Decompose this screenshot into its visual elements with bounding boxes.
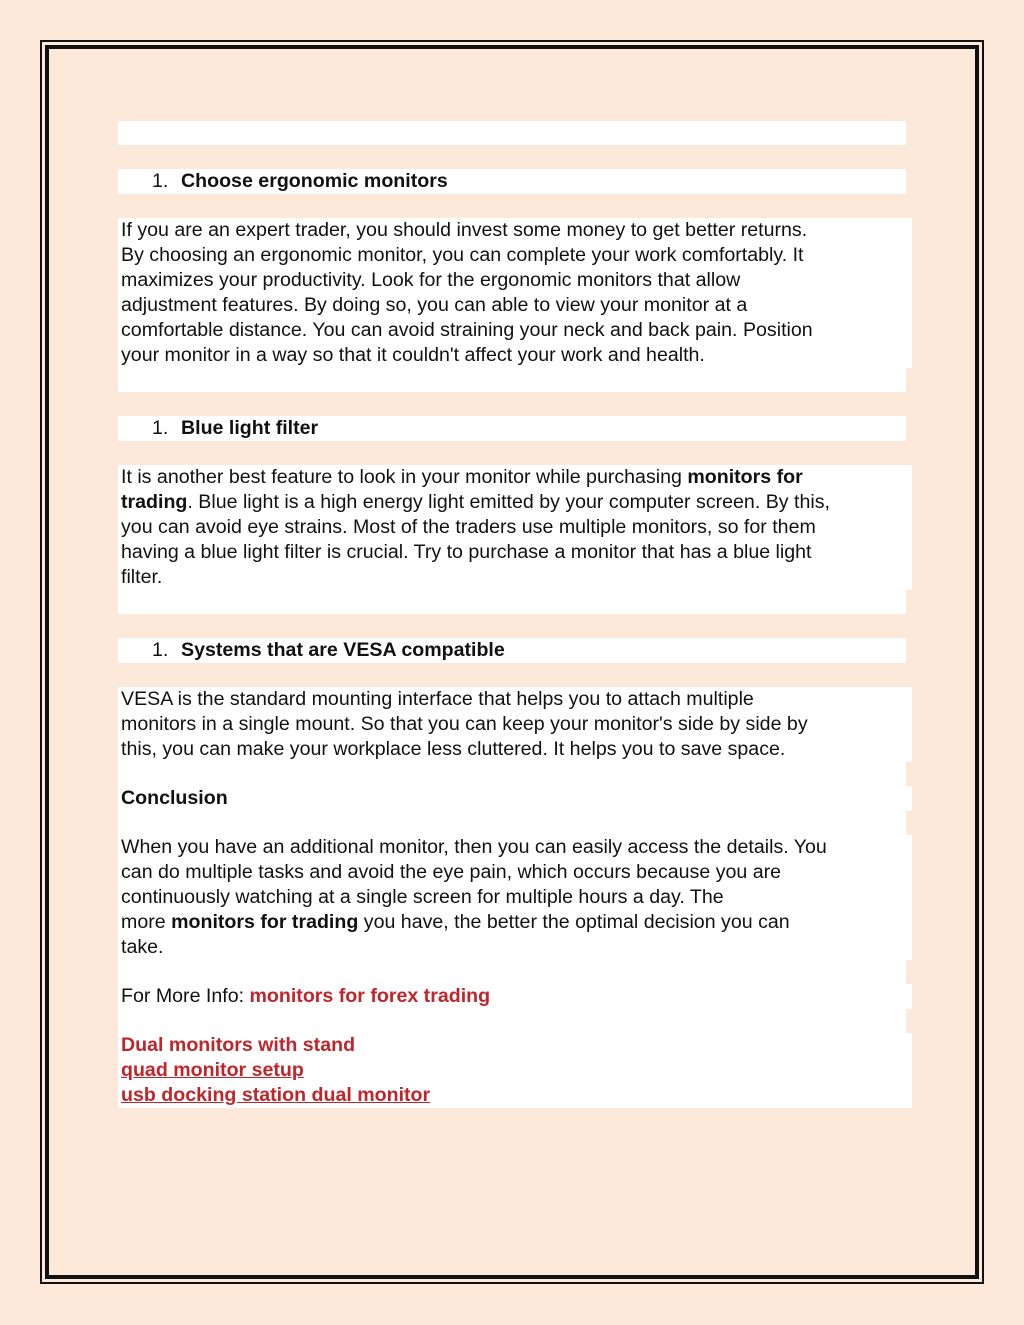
text-line: can do multiple tasks and avoid the eye pain, which occurs because you are (121, 861, 782, 883)
text-line (121, 490, 909, 515)
text-line: adjustment features. By doing so, you can able to view your monitor at a (121, 294, 748, 316)
text-line (121, 910, 909, 935)
more-info-line (118, 984, 912, 1009)
more-info-label: For More Info: (121, 985, 250, 1007)
text-segment: more (121, 911, 172, 933)
text-line (121, 465, 909, 490)
blank-band (118, 121, 906, 145)
document-content (118, 121, 906, 1108)
text-line: you can avoid eye strains. Most of the traders use multiple monitors, so for them (121, 516, 816, 538)
paragraph-blue-light (118, 465, 912, 590)
paragraph-vesa (118, 687, 912, 762)
blank-band (118, 960, 906, 984)
blank-band (118, 811, 906, 835)
paragraph-conclusion (118, 835, 912, 960)
text-line: your monitor in a way so that it couldn't affect your work and health. (121, 344, 705, 366)
blank-band (118, 368, 906, 392)
usb-docking-link[interactable]: usb docking station dual monitor (121, 1084, 431, 1106)
paragraph-ergonomic (118, 218, 912, 368)
bold-keyword: trading (121, 491, 188, 513)
text-line: VESA is the standard mounting interface that helps you to attach multiple (121, 688, 754, 710)
text-line: this, you can make your workplace less cluttered. It helps you to save space. (121, 738, 786, 760)
text-line: take. (121, 936, 164, 958)
text-line: When you have an additional monitor, then you can easily access the details. You (121, 836, 827, 858)
quad-monitor-link[interactable]: quad monitor setup (121, 1059, 304, 1081)
bold-keyword: monitors for (687, 466, 803, 488)
section-heading-vesa (118, 638, 906, 663)
list-number: 1. (152, 417, 169, 439)
text-line: continuously watching at a single screen for multiple hours a day. The (121, 886, 724, 908)
text-line: If you are an expert trader, you should invest some money to get better returns. (121, 219, 808, 241)
text-line: monitors in a single mount. So that you can keep your monitor's side by side by (121, 713, 808, 735)
blank-band (118, 590, 906, 614)
list-number: 1. (152, 639, 169, 661)
heading-text: Blue light filter (181, 417, 319, 439)
text-line: filter. (121, 566, 163, 588)
link-row (118, 1033, 912, 1058)
bold-keyword: monitors for trading (171, 911, 359, 933)
blank-band (118, 762, 906, 786)
text-line: comfortable distance. You can avoid straining your neck and back pain. Position (121, 319, 813, 341)
text-line: having a blue light filter is crucial. Try to purchase a monitor that has a blue light (121, 541, 812, 563)
link-row (118, 1058, 912, 1083)
text-segment: . Blue light is a high energy light emitted by your computer screen. By this, (187, 491, 830, 513)
forex-trading-link[interactable]: monitors for forex trading (249, 985, 491, 1007)
dual-monitors-link[interactable]: Dual monitors with stand (121, 1034, 356, 1056)
link-row (118, 1083, 912, 1108)
heading-text: Choose ergonomic monitors (181, 170, 448, 192)
section-heading-ergonomic (118, 169, 906, 194)
conclusion-heading: Conclusion (118, 786, 912, 811)
text-line: maximizes your productivity. Look for the ergonomic monitors that allow (121, 269, 741, 291)
text-segment: It is another best feature to look in your monitor while purchasing (121, 466, 688, 488)
blank-band (118, 1009, 906, 1033)
text-line: By choosing an ergonomic monitor, you can complete your work comfortably. It (121, 244, 804, 266)
text-segment: you have, the better the optimal decision you can (358, 911, 790, 933)
section-heading-blue-light (118, 416, 906, 441)
list-number: 1. (152, 170, 169, 192)
heading-text: Systems that are VESA compatible (181, 639, 505, 661)
